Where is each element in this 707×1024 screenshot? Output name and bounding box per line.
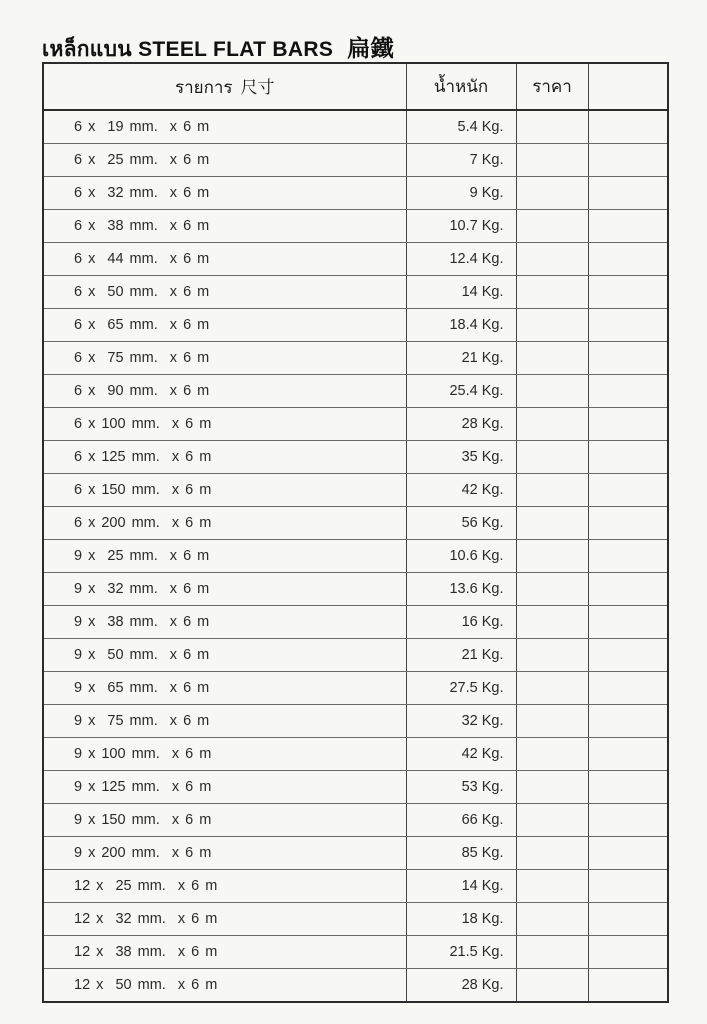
weight-cell: 16 Kg. [406,606,516,639]
table-row [43,474,668,507]
table-row [43,177,668,210]
extra-cell [588,540,668,573]
item-cell: 9 x 38 mm. x 6 m [43,606,406,639]
item-cell: 12 x 50 mm. x 6 m [43,969,406,1003]
item-cell: 9 x 32 mm. x 6 m [43,573,406,606]
header-item-chinese: 尺寸 [240,77,275,98]
weight-cell: 28 Kg. [406,408,516,441]
extra-cell [588,804,668,837]
price-cell [516,936,588,969]
extra-cell [588,969,668,1003]
extra-cell [588,903,668,936]
weight-cell: 42 Kg. [406,738,516,771]
table-row [43,606,668,639]
table-row [43,309,668,342]
extra-cell [588,507,668,540]
table-row [43,639,668,672]
extra-cell [588,771,668,804]
table-row [43,342,668,375]
extra-cell [588,243,668,276]
extra-cell [588,342,668,375]
price-cell [516,870,588,903]
price-cell [516,738,588,771]
extra-cell [588,705,668,738]
price-cell [516,573,588,606]
table-row [43,705,668,738]
item-cell: 12 x 38 mm. x 6 m [43,936,406,969]
price-cell [516,705,588,738]
item-cell: 6 x 150 mm. x 6 m [43,474,406,507]
price-cell [516,144,588,177]
extra-cell [588,639,668,672]
table-row [43,903,668,936]
price-cell [516,771,588,804]
weight-cell: 21 Kg. [406,342,516,375]
header-item [43,63,406,110]
item-cell: 9 x 200 mm. x 6 m [43,837,406,870]
item-cell: 6 x 44 mm. x 6 m [43,243,406,276]
weight-cell: 66 Kg. [406,804,516,837]
price-cell [516,804,588,837]
weight-cell: 35 Kg. [406,441,516,474]
table-row [43,210,668,243]
item-cell: 6 x 75 mm. x 6 m [43,342,406,375]
weight-cell: 56 Kg. [406,507,516,540]
weight-cell: 21 Kg. [406,639,516,672]
extra-cell [588,606,668,639]
price-cell [516,507,588,540]
extra-cell [588,276,668,309]
table-row [43,110,668,144]
table-row [43,573,668,606]
table-row [43,771,668,804]
table-row [43,408,668,441]
item-cell: 9 x 75 mm. x 6 m [43,705,406,738]
table-row [43,804,668,837]
weight-cell: 53 Kg. [406,771,516,804]
table-body [43,110,668,1002]
price-cell [516,243,588,276]
item-cell: 12 x 32 mm. x 6 m [43,903,406,936]
table-row [43,375,668,408]
table-header-row [43,63,668,110]
weight-cell: 5.4 Kg. [406,110,516,144]
title-english: STEEL FLAT BARS [138,38,334,61]
item-cell: 9 x 65 mm. x 6 m [43,672,406,705]
price-cell [516,639,588,672]
weight-cell: 21.5 Kg. [406,936,516,969]
price-cell [516,903,588,936]
price-cell [516,672,588,705]
weight-cell: 7 Kg. [406,144,516,177]
table-row [43,276,668,309]
extra-cell [588,408,668,441]
item-cell: 6 x 25 mm. x 6 m [43,144,406,177]
table-row [43,144,668,177]
item-cell: 6 x 38 mm. x 6 m [43,210,406,243]
price-cell [516,408,588,441]
price-cell [516,210,588,243]
table-row [43,441,668,474]
price-cell [516,441,588,474]
steel-flat-bars-table [42,62,669,1003]
item-cell: 9 x 125 mm. x 6 m [43,771,406,804]
item-cell: 9 x 100 mm. x 6 m [43,738,406,771]
weight-cell: 28 Kg. [406,969,516,1003]
extra-cell [588,144,668,177]
extra-cell [588,936,668,969]
weight-cell: 9 Kg. [406,177,516,210]
table-row [43,507,668,540]
table-row [43,837,668,870]
item-cell: 6 x 32 mm. x 6 m [43,177,406,210]
item-cell: 6 x 19 mm. x 6 m [43,110,406,144]
weight-cell: 12.4 Kg. [406,243,516,276]
table-row [43,243,668,276]
weight-cell: 10.6 Kg. [406,540,516,573]
extra-cell [588,870,668,903]
weight-cell: 13.6 Kg. [406,573,516,606]
item-cell: 9 x 50 mm. x 6 m [43,639,406,672]
header-extra [588,63,668,110]
price-cell [516,837,588,870]
weight-cell: 14 Kg. [406,870,516,903]
header-item-thai: รายการ [174,77,233,97]
weight-cell: 42 Kg. [406,474,516,507]
price-cell [516,110,588,144]
item-cell: 9 x 25 mm. x 6 m [43,540,406,573]
extra-cell [588,210,668,243]
extra-cell [588,474,668,507]
extra-cell [588,110,668,144]
weight-cell: 85 Kg. [406,837,516,870]
table-row [43,540,668,573]
title-thai: เหล็กแบน [42,38,132,61]
item-cell: 6 x 50 mm. x 6 m [43,276,406,309]
header-price: ราคา [516,63,588,110]
item-cell: 6 x 125 mm. x 6 m [43,441,406,474]
table-row [43,936,668,969]
item-cell: 6 x 200 mm. x 6 m [43,507,406,540]
extra-cell [588,441,668,474]
weight-cell: 25.4 Kg. [406,375,516,408]
table-row [43,969,668,1003]
price-cell [516,969,588,1003]
extra-cell [588,309,668,342]
weight-cell: 18 Kg. [406,903,516,936]
weight-cell: 32 Kg. [406,705,516,738]
price-cell [516,177,588,210]
extra-cell [588,738,668,771]
price-cell [516,375,588,408]
page-title [42,30,394,62]
table-row [43,672,668,705]
extra-cell [588,375,668,408]
table-row [43,870,668,903]
price-cell [516,474,588,507]
weight-cell: 18.4 Kg. [406,309,516,342]
price-cell [516,309,588,342]
table-row [43,738,668,771]
price-cell [516,342,588,375]
extra-cell [588,177,668,210]
weight-cell: 10.7 Kg. [406,210,516,243]
price-cell [516,276,588,309]
weight-cell: 27.5 Kg. [406,672,516,705]
price-cell [516,540,588,573]
extra-cell [588,837,668,870]
extra-cell [588,672,668,705]
item-cell: 6 x 90 mm. x 6 m [43,375,406,408]
price-cell [516,606,588,639]
item-cell: 9 x 150 mm. x 6 m [43,804,406,837]
item-cell: 6 x 100 mm. x 6 m [43,408,406,441]
item-cell: 6 x 65 mm. x 6 m [43,309,406,342]
item-cell: 12 x 25 mm. x 6 m [43,870,406,903]
header-weight: น้ำหนัก [406,63,516,110]
extra-cell [588,573,668,606]
title-chinese: 扁鐵 [347,36,394,62]
weight-cell: 14 Kg. [406,276,516,309]
